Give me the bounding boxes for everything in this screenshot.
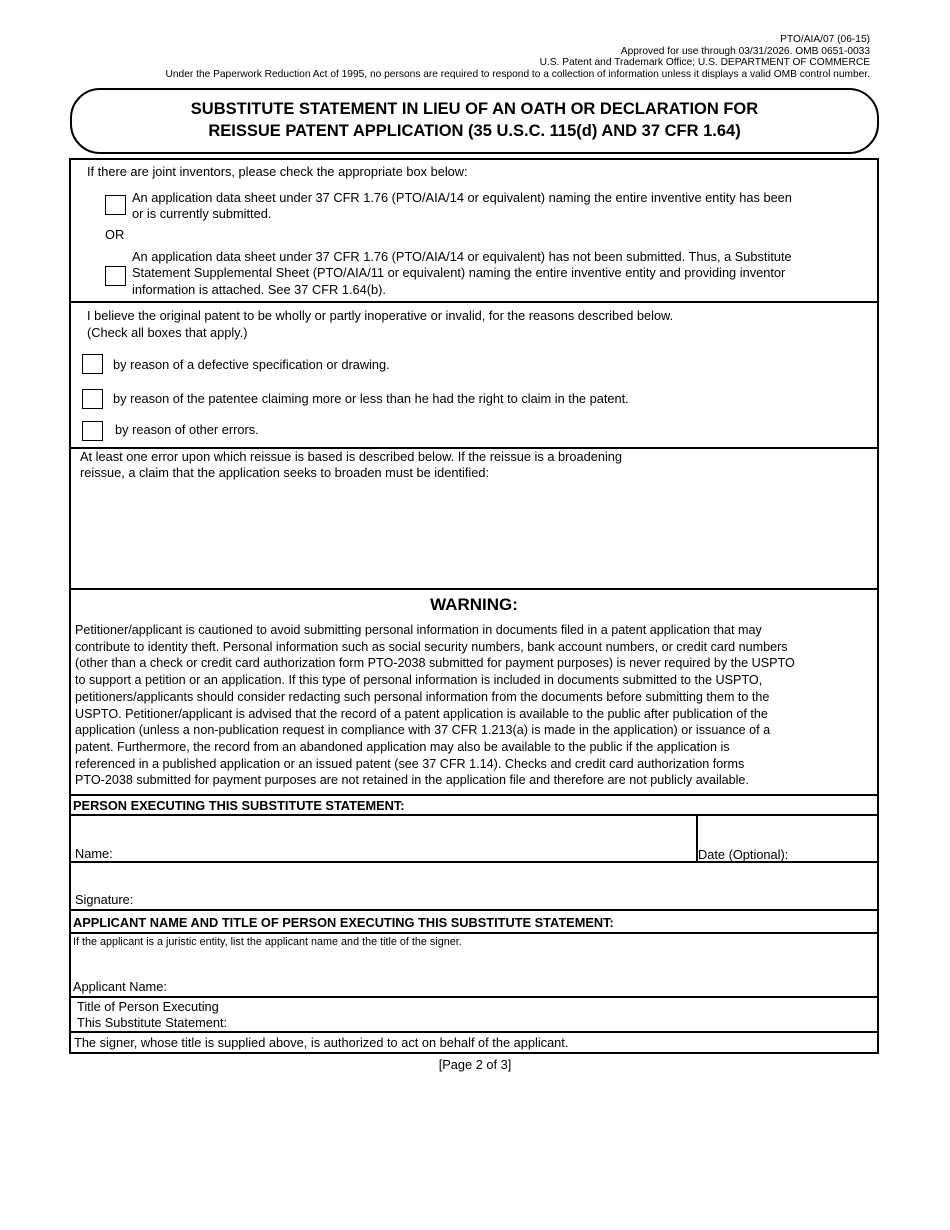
- form-title: [70, 88, 879, 154]
- ads-submitted-label-1: An application data sheet under 37 CFR 1.76 (PTO/AIA/14 or equivalent) naming the entire inventive entity has been: [132, 190, 792, 205]
- signature-field[interactable]: [143, 888, 873, 908]
- error-label-1: At least one error upon which reissue is based is described below. If the reissue is a broadening: [80, 449, 623, 464]
- signer-title-label-1: Title of Person Executing: [77, 999, 219, 1014]
- claiming-label: by reason of the patentee claiming more or less than he had the right to claim in the patent.: [113, 391, 629, 406]
- approval-line: Approved for use through 03/31/2026. OMB 0651-0033: [620, 45, 870, 57]
- other-errors-checkbox[interactable]: [82, 421, 103, 441]
- name-label: Name:: [75, 846, 113, 861]
- warning-title: WARNING:: [430, 595, 518, 614]
- error-description-field[interactable]: [79, 487, 869, 583]
- person-heading-row: [69, 794, 879, 816]
- defective-spec-checkbox[interactable]: [82, 354, 103, 374]
- signer-title-field[interactable]: [251, 1011, 871, 1031]
- warning-line: Petitioner/applicant is cautioned to avoid submitting personal information in documents filed in a patent application that may: [75, 623, 762, 637]
- warning-line: application (unless a non-publication request in compliance with 37 CFR 1.213(a) is made in the application) or issuance of a: [75, 723, 771, 738]
- applicant-name-label: Applicant Name:: [73, 979, 167, 994]
- warning-line: USPTO. Petitioner/applicant is advised that the record of a patent application is available to the public after publication of the: [75, 706, 768, 721]
- name-field[interactable]: [119, 842, 689, 862]
- applicant-name-field[interactable]: [181, 975, 871, 995]
- page-number: [Page 2 of 3]: [438, 1057, 512, 1072]
- joint-intro: If there are joint inventors, please check the appropriate box below:: [87, 164, 468, 179]
- signature-row: [69, 861, 879, 911]
- applicant-heading: APPLICANT NAME AND TITLE OF PERSON EXECUTING THIS SUBSTITUTE STATEMENT:: [73, 915, 614, 930]
- warning-line: PTO-2038 submitted for payment purposes are not retained in the application file and therefore are not publicly available.: [75, 773, 749, 788]
- person-heading: PERSON EXECUTING THIS SUBSTITUTE STATEMENT:: [73, 798, 405, 813]
- form-id: PTO/AIA/07 (06-15): [780, 34, 870, 45]
- ads-submitted-checkbox[interactable]: [105, 195, 126, 215]
- signer-title-label-2: This Substitute Statement:: [77, 1015, 228, 1030]
- paperwork-notice: Under the Paperwork Reduction Act of 1995, no persons are required to respond to a collection of information unless it displays a valid OMB control number.: [165, 68, 870, 80]
- warning-section: [69, 588, 879, 796]
- or-label: OR: [105, 227, 125, 242]
- warning-body: [75, 622, 877, 789]
- signer-title-row: [69, 996, 879, 1033]
- ads-not-submitted-label-1: An application data sheet under 37 CFR 1.76 (PTO/AIA/14 or equivalent) has not been submitted. Thus, a Substitute: [132, 249, 792, 264]
- warning-line: (other than a check or credit card authorization form PTO-2038 submitted for payment purposes) is never required by the USPTO: [75, 656, 795, 671]
- signature-label: Signature:: [75, 892, 134, 907]
- other-errors-label: by reason of other errors.: [115, 422, 259, 437]
- reasons-section: [69, 301, 879, 449]
- applicant-heading-row: [69, 909, 879, 934]
- warning-line: petitioners/applicants should consider redacting such personal information from the documents before submitting them to the: [75, 689, 770, 704]
- ads-not-submitted-label-3: information is attached. See 37 CFR 1.64(b).: [132, 282, 386, 297]
- defective-spec-label: by reason of a defective specification or drawing.: [113, 357, 390, 372]
- joint-inventors-section: [69, 158, 879, 303]
- title-line-2: REISSUE PATENT APPLICATION (35 U.S.C. 115(d) AND 37 CFR 1.64): [208, 121, 741, 140]
- authorization-row: [69, 1031, 879, 1054]
- reasons-intro-2: (Check all boxes that apply.): [87, 325, 248, 340]
- reasons-intro-1: I believe the original patent to be wholly or partly inoperative or invalid, for the reasons described below.: [87, 308, 674, 323]
- error-label-2: reissue, a claim that the application seeks to broaden must be identified:: [80, 465, 490, 480]
- date-field[interactable]: [801, 842, 875, 862]
- applicant-name-row: [69, 932, 879, 998]
- warning-line: patent. Furthermore, the record from an abandoned application may also be available to the public if the application is: [75, 739, 730, 754]
- title-line-1: SUBSTITUTE STATEMENT IN LIEU OF AN OATH OR DECLARATION FOR: [190, 100, 759, 118]
- office-line: U.S. Patent and Trademark Office; U.S. DEPARTMENT OF COMMERCE: [539, 57, 870, 68]
- name-date-row: [69, 814, 879, 863]
- error-description-section: [69, 447, 879, 590]
- authorization-text: The signer, whose title is supplied above, is authorized to act on behalf of the applicant.: [74, 1035, 569, 1050]
- warning-line: to support a petition or an application. If this type of personal information is included in documents submitted to the USPTO,: [75, 673, 763, 688]
- warning-line: referenced in a published application or an issued patent (see 37 CFR 1.14). Checks and credit card authorization forms: [75, 756, 745, 771]
- ads-submitted-label-2: or is currently submitted.: [132, 206, 272, 221]
- claiming-checkbox[interactable]: [82, 389, 103, 409]
- ads-not-submitted-checkbox[interactable]: [105, 266, 126, 286]
- juristic-note: If the applicant is a juristic entity, list the applicant name and the title of the signer.: [73, 936, 462, 948]
- form-header: [166, 34, 870, 80]
- warning-line: contribute to identity theft. Personal information such as social security numbers, bank account numbers, or credit card numbers: [75, 639, 788, 654]
- date-label: Date (Optional):: [698, 847, 789, 862]
- ads-not-submitted-label-2: Statement Supplemental Sheet (PTO/AIA/11 or equivalent) naming the entire inventive entity and providing inventor: [132, 265, 786, 280]
